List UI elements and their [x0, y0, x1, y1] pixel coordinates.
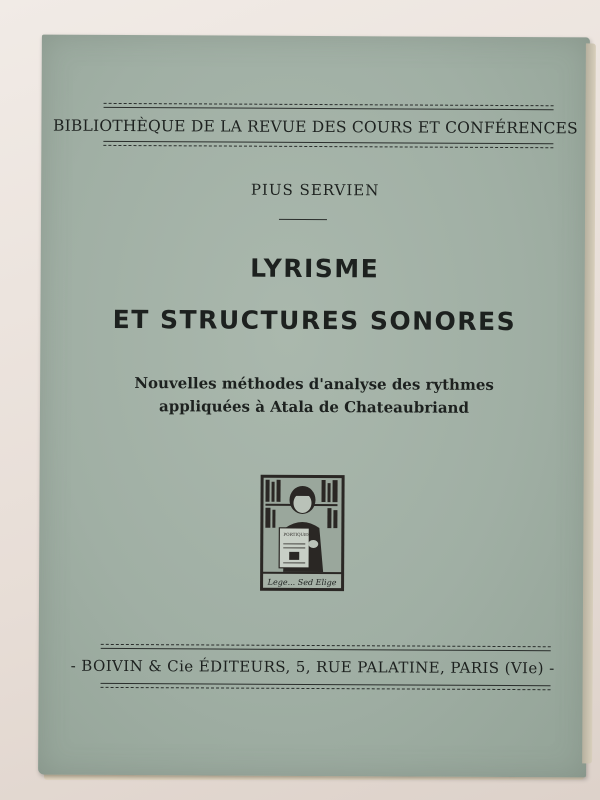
emblem-motto: Lege... Sed Elige	[267, 577, 337, 588]
series-title: BIBLIOTHÈQUE DE LA REVUE DES COURS ET CONFÉRENCES	[52, 116, 578, 138]
top-rule-upper	[104, 103, 554, 106]
bottom-rule-lower-solid	[101, 683, 551, 686]
subtitle-line2: appliquées à Atala de Chateaubriand	[158, 397, 470, 417]
top-rule-lower	[103, 145, 553, 148]
book-subtitle	[40, 372, 588, 421]
book-cover	[38, 35, 590, 778]
publisher-emblem-icon	[259, 474, 346, 592]
bottom-rule-upper	[101, 644, 551, 647]
author-divider	[279, 219, 327, 220]
bottom-rule-upper-solid	[101, 648, 551, 651]
top-rule-upper-solid	[104, 107, 554, 110]
top-rule-lower-solid	[103, 141, 553, 144]
publisher-imprint: - BOIVIN & Cie ÉDITEURS, 5, RUE PALATINE, PARIS (VIe) -	[70, 656, 555, 678]
subtitle-line1: Nouvelles méthodes d'analyse des rythmes	[134, 374, 494, 394]
emblem-book-text: PORTIQUES	[283, 531, 311, 537]
book-title-line2: ET STRUCTURES SONORES	[112, 304, 517, 337]
bottom-rule-lower	[101, 687, 551, 690]
author-name: PIUS SERVIEN	[250, 180, 380, 200]
book-title-line1: LYRISME	[250, 253, 380, 284]
